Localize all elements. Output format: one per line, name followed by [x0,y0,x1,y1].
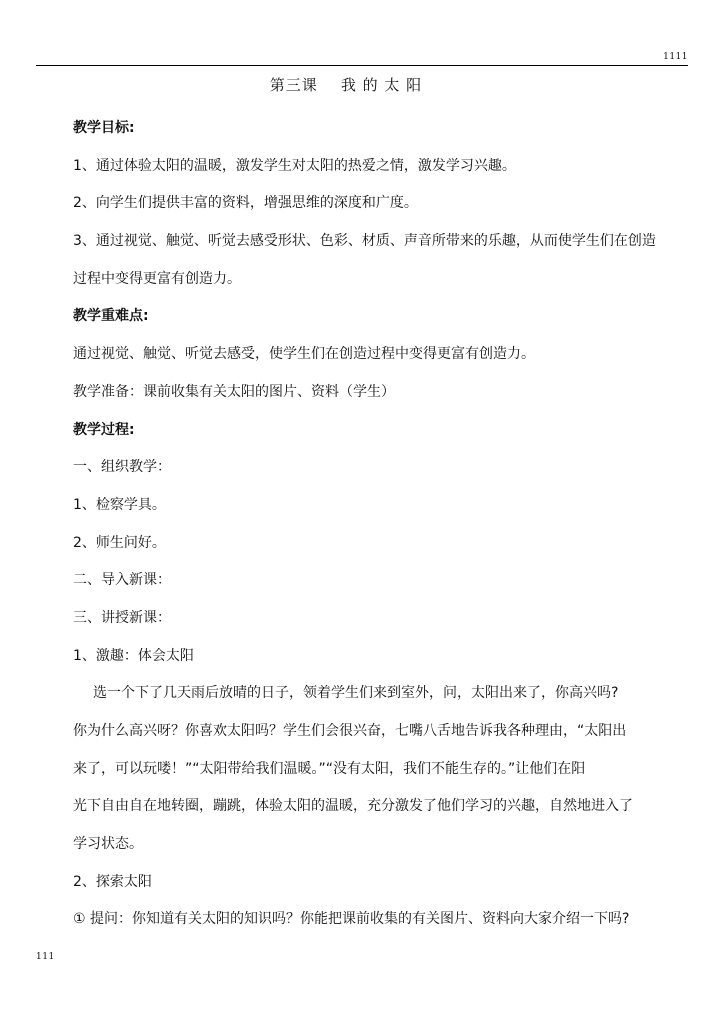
text-line: 教学准备：课前收集有关太阳的图片、资料（学生） [73,383,395,400]
text-line: 学习状态。 [73,836,143,853]
text-line: 1、通过体验太阳的温暖，激发学生对太阳的热爱之情，激发学习兴趣。 [73,157,516,174]
text-line: 通过视觉、触觉、听觉去感受，使学生们在创造过程中变得更富有创造力。 [73,346,535,363]
text-line: 3、通过视觉、触觉、听觉去感受形状、色彩、材质、声音所带来的乐趣，从而使学生们在创造 [73,233,656,250]
text-line: 过程中变得更富有创造力。 [73,270,241,287]
text-line: 2、向学生们提供丰富的资料，增强思维的深度和广度。 [73,195,418,212]
text-line: 2、探索太阳 [73,873,152,890]
document-body [73,110,669,939]
lesson-title: 第三课 我 的 太 阳 [269,76,423,94]
text-line: 二、导入新课： [73,572,171,589]
text-line: 光下自由自在地转圈，蹦跳，体验太阳的温暖，充分激发了他们学习的兴趣，自然地进入了 [73,798,633,815]
text-line: 三、讲授新课： [73,609,171,626]
text-line: 选一个下了几天雨后放晴的日子，领着学生们来到室外，问，太阳出来了，你高兴吗? [93,685,619,702]
section-heading: 教学过程: [73,421,135,438]
section-heading: 教学重难点: [73,308,149,325]
text-line: 你为什么高兴呀？你喜欢太阳吗？学生们会很兴奋，七嘴八舌地告诉我各种理由，“太阳出 [73,723,627,739]
text-line: 1、检察学具。 [73,496,166,513]
header-page-mark: 1111 [663,52,688,62]
text-line: 2、师生问好。 [73,534,166,551]
text-line: 一、组织教学： [73,459,171,476]
text-line: ① 提问：你知道有关太阳的知识吗？你能把课前收集的有关图片、资料向大家介绍一下吗? [73,911,630,928]
footer-page-mark: 111 [36,952,55,962]
header-rule [36,65,688,66]
section-heading: 教学目标: [73,120,135,136]
text-line: 来了，可以玩喽！”“太阳带给我们温暖。”“没有太阳，我们不能生存的。”让他们在阳 [73,760,586,777]
text-line: 1、激趣：体会太阳 [73,647,194,664]
